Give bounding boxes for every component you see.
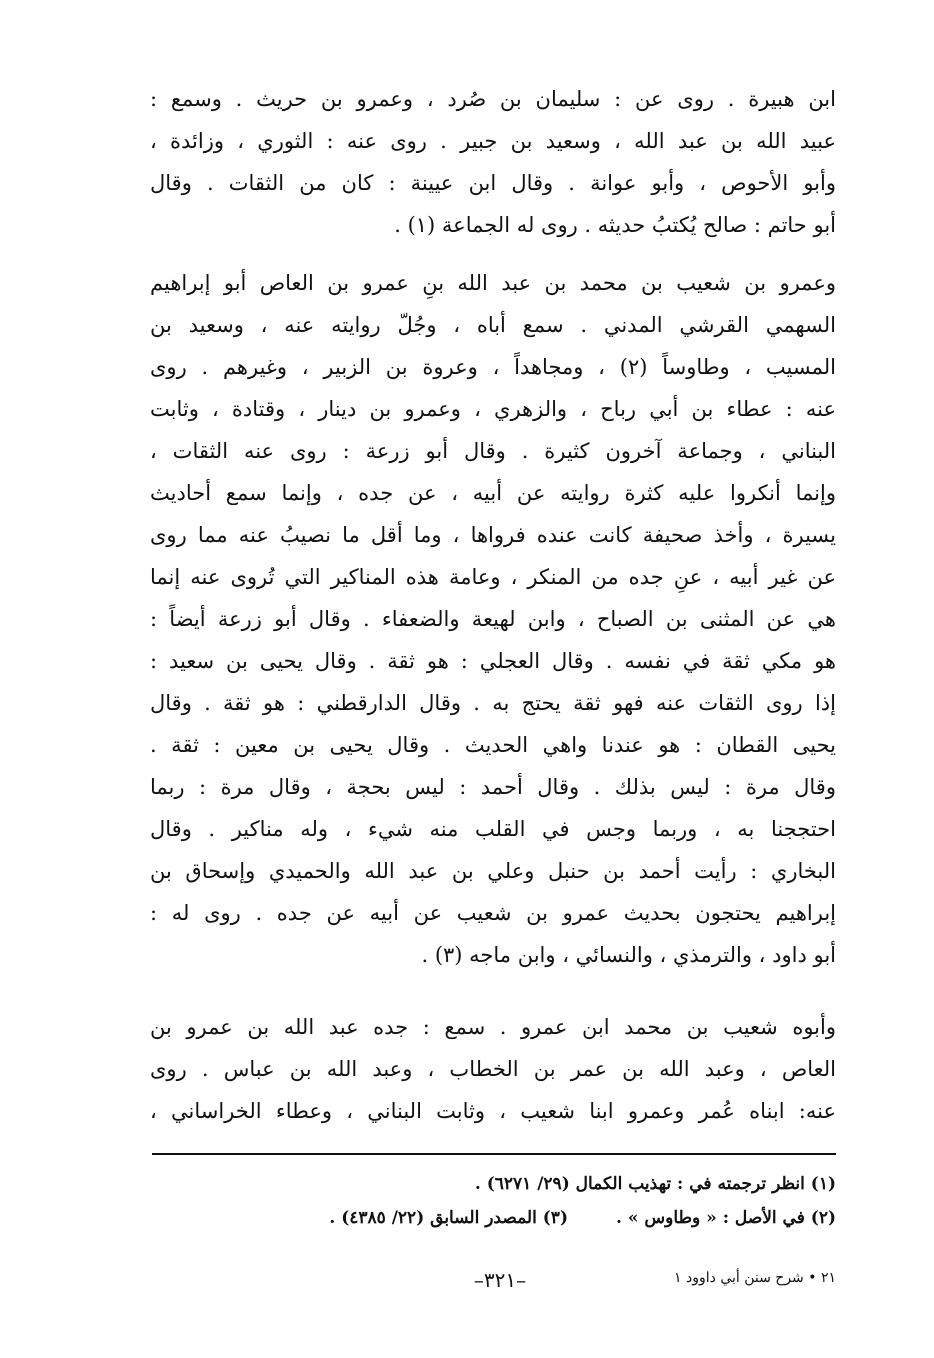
text-line: هي عن المثنى بن الصباح ، وابن لهيعة والضعفاء . وقال أبو زرعة أيضاً :: [150, 607, 836, 631]
footnote-2: (٢) في الأصل : « وطاوس » .: [615, 1208, 836, 1228]
page-number: –٣٢١–: [473, 1268, 527, 1292]
text-line: وأبو الأحوص ، وأبو عوانة . وقال ابن عيينة : كان من الثقات . وقال: [150, 171, 836, 195]
paragraph-2: [150, 262, 836, 976]
text-line: عبيد الله بن عبد الله ، وسعيد بن جبير . روى عنه : الثوري ، وزائدة ،: [150, 129, 836, 153]
text-line: يسيرة ، وأخذ صحيفة كانت عنده فرواها ، وما أقل ما نصيبُ عنه مما روى: [150, 523, 836, 547]
footnote-3: (٣) المصدر السابق (٢٢/ ٤٣٨٥) .: [329, 1208, 568, 1228]
footnote-divider: [152, 1153, 836, 1155]
paragraph-3: [150, 1006, 836, 1132]
text-line: عنه: ابناه عُمر وعمرو ابنا شعيب ، وثابت البناني ، وعطاء الخراساني ،: [150, 1099, 836, 1123]
footnote-1: (١) انظر ترجمته في : تهذيب الكمال (٢٩/ ٦٢٧١) .: [474, 1174, 836, 1194]
text-line: وقال مرة : ليس بذلك . وقال أحمد : ليس بحجة ، وقال مرة : ربما: [150, 775, 836, 799]
text-line: أبو حاتم : صالح يُكتبُ حديثه . روى له الجماعة (١) .: [394, 213, 836, 237]
text-line: إذا روى الثقات عنه فهو ثقة يحتج به . وقال الدارقطني : هو ثقة . وقال: [150, 691, 836, 715]
text-line: السهمي القرشي المدني . سمع أباه ، وجُلّ روايته عنه ، وسعيد بن: [150, 313, 836, 337]
text-line: هو مكي ثقة في نفسه . وقال العجلي : هو ثقة . وقال يحيى بن سعيد :: [150, 649, 836, 673]
footnotes: [150, 1167, 836, 1235]
footnote-row: [150, 1201, 836, 1235]
text-line: يحيى القطان : هو عندنا واهي الحديث . وقال يحيى بن معين : ثقة .: [150, 733, 836, 757]
text-line: وعمرو بن شعيب بن محمد بن عبد الله بنِ عمرو بن العاص أبو إبراهيم: [150, 271, 836, 295]
text-line: ابن هبيرة . روى عن : سليمان بن صُرد ، وعمرو بن حريث . وسمع :: [150, 87, 836, 111]
text-line: العاص ، وعبد الله بن عمر بن الخطاب ، وعبد الله بن عباس . روى: [150, 1057, 836, 1081]
text-line: وإنما أنكروا عليه كثرة روايته عن أبيه ، عن جده ، وإنما سمع أحاديث: [150, 481, 836, 505]
book-signature: ٢١ • شرح سنن أبي داوود ١: [674, 1270, 836, 1286]
text-line: عنه : عطاء بن أبي رباح ، والزهري ، وعمرو بن دينار ، وقتادة ، وثابت: [150, 397, 836, 421]
text-line: البناني ، وجماعة آخرون كثيرة . وقال أبو زرعة : روى عنه الثقات ،: [150, 439, 836, 463]
text-line: المسيب ، وطاوساً (٢) ، ومجاهداً ، وعروة بن الزبير ، وغيرهم . روى: [150, 355, 836, 379]
text-line: البخاري : رأيت أحمد بن حنبل وعلي بن عبد الله والحميدي وإسحاق بن: [150, 859, 836, 883]
text-line: إبراهيم يحتجون بحديث عمرو بن شعيب عن أبيه عن جده . روى له :: [150, 901, 836, 925]
text-line: عن غير أبيه ، عنِ جده من المنكر ، وعامة هذه المناكير التي تُروى عنه إنما: [150, 565, 836, 589]
text-line: احتججنا به ، وربما وجس في القلب منه شيء ، وله مناكير . وقال: [150, 817, 836, 841]
paragraph-1: [150, 78, 836, 246]
text-line: وأبوه شعيب بن محمد ابن عمرو . سمع : جده عبد الله بن عمرو بن: [150, 1015, 836, 1039]
text-line: أبو داود ، والترمذي ، والنسائي ، وابن ماجه (٣) .: [421, 943, 836, 967]
